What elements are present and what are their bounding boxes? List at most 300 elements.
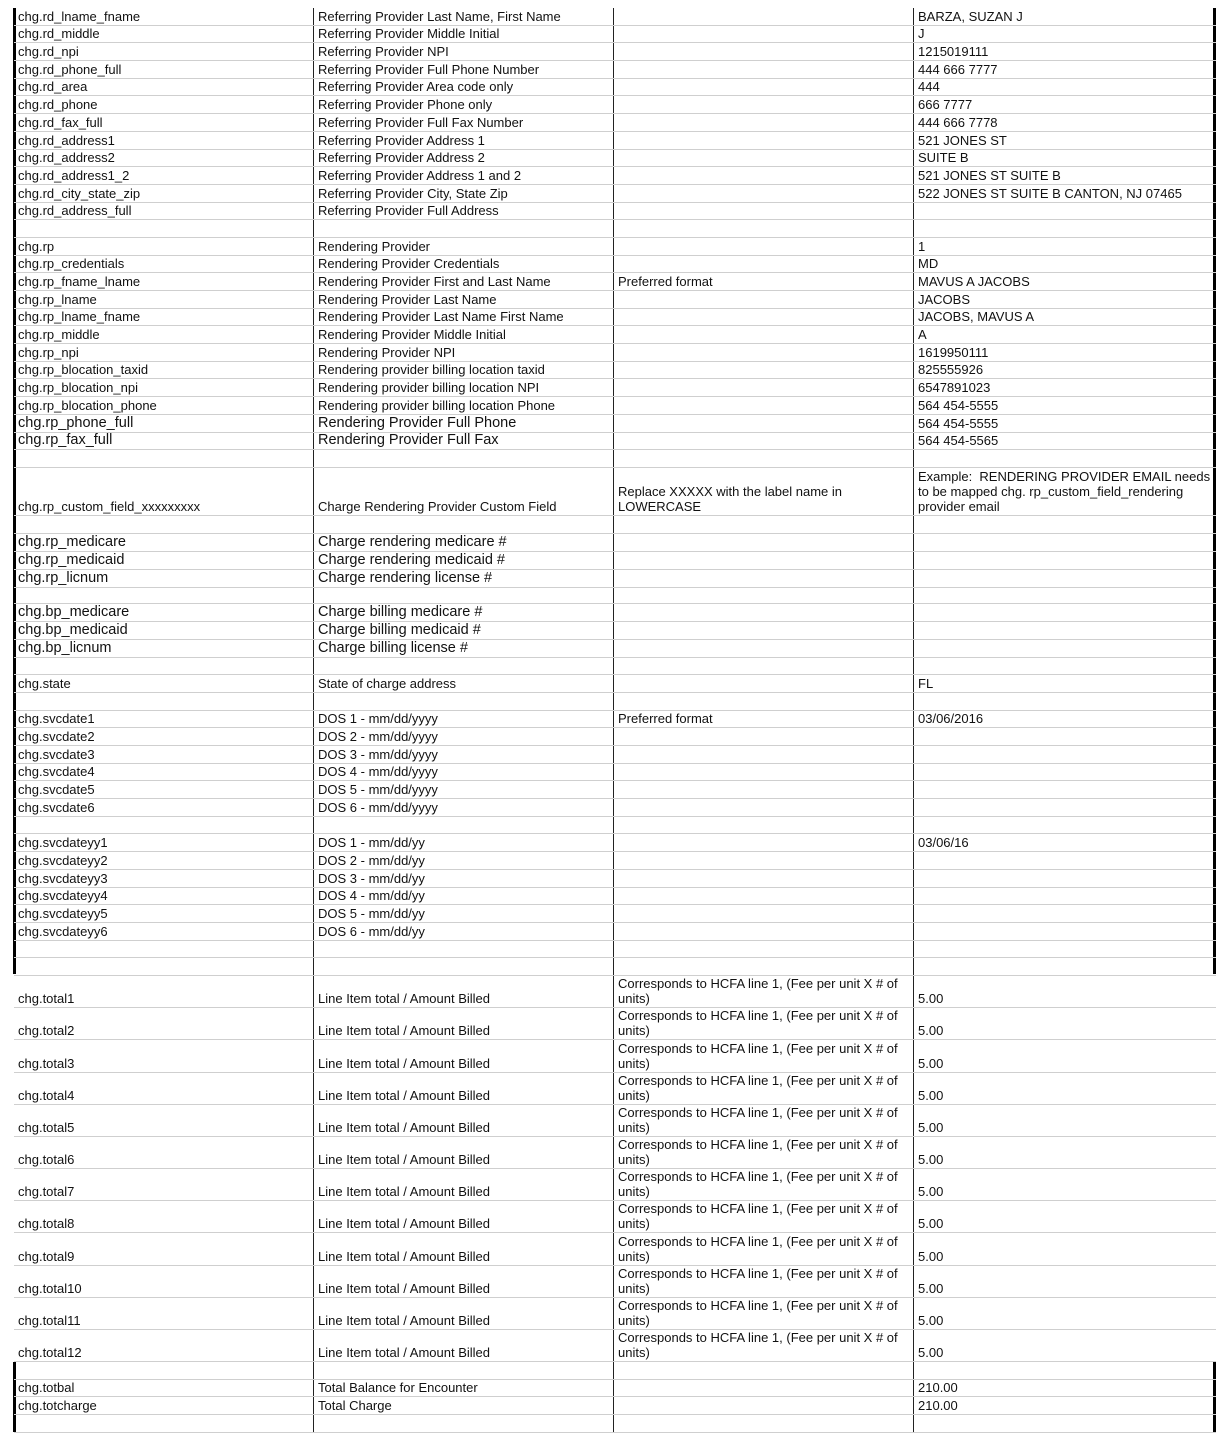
notes-cell: Corresponds to HCFA line 1, (Fee per unit X # of units) <box>614 1073 914 1104</box>
example-value-cell: 5.00 <box>918 1055 944 1071</box>
description-cell: Referring Provider Address 1 <box>314 132 614 149</box>
field-name-cell: chg.total4 <box>14 1073 314 1104</box>
description-cell <box>314 817 614 834</box>
table-row <box>14 26 1216 44</box>
description-cell: Line Item total / Amount Billed <box>314 1105 614 1136</box>
description-cell: Charge rendering medicaid # <box>314 552 614 569</box>
example-value-cell: BARZA, SUZAN J <box>918 8 1023 24</box>
example-value-cell <box>914 923 1216 940</box>
table-row <box>14 1362 1216 1380</box>
notes-cell: Corresponds to HCFA line 1, (Fee per unit X # of units) <box>614 1169 914 1200</box>
field-name-cell: chg.total6 <box>14 1137 314 1168</box>
example-value-cell <box>914 870 1216 887</box>
field-name-cell: chg.rd_address1_2 <box>14 167 314 184</box>
description-cell: Rendering provider billing location Phone <box>314 397 614 414</box>
description-cell <box>314 941 614 958</box>
table-row <box>14 588 1216 604</box>
description-cell: Line Item total / Amount Billed <box>314 1201 614 1232</box>
example-value-cell <box>914 622 1216 639</box>
notes-cell: Corresponds to HCFA line 1, (Fee per unit X # of units) <box>614 1137 914 1168</box>
description-cell: Rendering Provider Last Name First Name <box>314 309 614 326</box>
field-name-cell: chg.rp_medicare <box>14 534 314 551</box>
description-cell: DOS 1 - mm/dd/yyyy <box>314 711 614 728</box>
example-value-cell <box>914 888 1216 905</box>
example-value-cell <box>914 693 1216 710</box>
example-value-cell: 5.00 <box>918 1023 944 1039</box>
field-name-cell: chg.rd_lname_fname <box>14 8 314 25</box>
table-row <box>14 764 1216 782</box>
example-value-cell: 564 454-5555 <box>918 415 999 431</box>
description-cell: Line Item total / Amount Billed <box>314 1040 614 1071</box>
notes-cell <box>614 1362 914 1379</box>
field-name-cell <box>14 516 314 533</box>
notes-cell <box>614 326 914 343</box>
table-row <box>14 870 1216 888</box>
table-row <box>14 291 1216 309</box>
notes-cell <box>614 362 914 379</box>
example-value-cell: 5.00 <box>918 1216 944 1232</box>
example-value-cell <box>914 941 1216 958</box>
table-row <box>14 516 1216 534</box>
example-value-cell: 6547891023 <box>918 380 991 396</box>
description-cell: Line Item total / Amount Billed <box>314 1233 614 1264</box>
description-cell: Referring Provider Address 2 <box>314 150 614 167</box>
table-row <box>14 640 1216 658</box>
example-value-cell: 5.00 <box>918 1184 944 1200</box>
table-row <box>14 1073 1216 1105</box>
example-value-cell: J <box>918 26 925 42</box>
notes-cell <box>614 905 914 922</box>
field-name-cell: chg.total12 <box>14 1330 314 1361</box>
notes-cell <box>614 870 914 887</box>
example-value-cell: 5.00 <box>918 1119 944 1135</box>
field-name-cell: chg.svcdate3 <box>14 746 314 763</box>
field-name-cell: chg.rp_fname_lname <box>14 273 314 290</box>
field-name-cell: chg.total5 <box>14 1105 314 1136</box>
example-value-cell <box>914 958 1216 975</box>
table-row <box>14 1330 1216 1362</box>
table-row <box>14 817 1216 835</box>
table-row <box>14 1105 1216 1137</box>
notes-cell <box>614 1380 914 1397</box>
example-value-cell: 5.00 <box>918 1280 944 1296</box>
notes-cell <box>614 552 914 569</box>
example-value-cell <box>914 203 1216 220</box>
table-row <box>14 238 1216 256</box>
field-name-cell <box>14 220 314 237</box>
table-row <box>14 433 1216 451</box>
field-name-cell: chg.rp_phone_full <box>14 415 314 432</box>
example-value-cell: 03/06/16 <box>918 835 969 851</box>
field-name-cell: chg.rp_licnum <box>14 570 314 587</box>
field-name-cell <box>14 450 314 467</box>
notes-cell: Corresponds to HCFA line 1, (Fee per unit X # of units) <box>614 1105 914 1136</box>
notes-cell <box>614 291 914 308</box>
field-name-cell: chg.rp <box>14 238 314 255</box>
field-name-cell: chg.rd_address_full <box>14 203 314 220</box>
description-cell: Line Item total / Amount Billed <box>314 1330 614 1361</box>
example-value-cell <box>914 852 1216 869</box>
description-cell: Line Item total / Amount Billed <box>314 1266 614 1297</box>
example-value-cell: 666 7777 <box>918 97 973 113</box>
notes-cell <box>614 923 914 940</box>
description-cell: Line Item total / Amount Billed <box>314 1137 614 1168</box>
description-cell: Referring Provider Last Name, First Name <box>314 8 614 25</box>
notes-cell <box>614 114 914 131</box>
field-name-cell: chg.total3 <box>14 1040 314 1071</box>
notes-cell <box>614 309 914 326</box>
notes-cell <box>614 379 914 396</box>
field-name-cell: chg.total1 <box>14 976 314 1007</box>
table-row <box>14 552 1216 570</box>
description-cell: DOS 4 - mm/dd/yy <box>314 888 614 905</box>
notes-cell <box>614 764 914 781</box>
notes-cell <box>614 256 914 273</box>
table-row <box>14 273 1216 291</box>
table-row <box>14 534 1216 552</box>
field-name-cell: chg.rd_area <box>14 79 314 96</box>
example-value-cell: 5.00 <box>918 1313 944 1328</box>
description-cell <box>314 1415 614 1432</box>
description-cell: Referring Provider Full Address <box>314 203 614 220</box>
field-name-cell: chg.total10 <box>14 1266 314 1297</box>
field-name-cell: chg.rp_credentials <box>14 256 314 273</box>
description-cell: DOS 3 - mm/dd/yy <box>314 870 614 887</box>
description-cell: Referring Provider Address 1 and 2 <box>314 167 614 184</box>
table-row <box>14 1201 1216 1233</box>
notes-cell: Corresponds to HCFA line 1, (Fee per unit X # of units) <box>614 1008 914 1039</box>
notes-cell <box>614 658 914 675</box>
table-row <box>14 96 1216 114</box>
description-cell: Charge rendering license # <box>314 570 614 587</box>
example-value-cell: Example: RENDERING PROVIDER EMAIL needs to be mapped chg. rp_custom_field_rendering provider email <box>918 468 1214 514</box>
example-value-cell: 5.00 <box>918 1345 944 1361</box>
description-cell: Charge billing medicare # <box>314 604 614 621</box>
description-cell: DOS 3 - mm/dd/yyyy <box>314 746 614 763</box>
table-row <box>14 1233 1216 1265</box>
table-row <box>14 1380 1216 1398</box>
field-name-cell <box>14 1415 314 1432</box>
field-name-cell: chg.totbal <box>14 1380 314 1397</box>
notes-cell <box>614 433 914 450</box>
example-value-cell <box>914 817 1216 834</box>
field-name-cell: chg.total7 <box>14 1169 314 1200</box>
notes-cell <box>614 693 914 710</box>
notes-cell <box>614 238 914 255</box>
notes-cell <box>614 746 914 763</box>
field-name-cell: chg.svcdate6 <box>14 799 314 816</box>
example-value-cell: 5.00 <box>918 1248 944 1264</box>
example-value-cell <box>914 746 1216 763</box>
notes-cell <box>614 203 914 220</box>
example-value-cell <box>914 764 1216 781</box>
table-row <box>14 958 1216 976</box>
field-name-cell <box>14 658 314 675</box>
table-row <box>14 61 1216 79</box>
example-value-cell <box>914 516 1216 533</box>
notes-cell <box>614 888 914 905</box>
field-name-cell: chg.total11 <box>14 1298 314 1329</box>
description-cell: Rendering Provider <box>314 238 614 255</box>
field-name-cell: chg.total9 <box>14 1233 314 1264</box>
description-cell: Charge rendering medicare # <box>314 534 614 551</box>
notes-cell <box>614 150 914 167</box>
example-value-cell <box>914 905 1216 922</box>
example-value-cell <box>914 781 1216 798</box>
notes-cell <box>614 640 914 657</box>
notes-cell: Corresponds to HCFA line 1, (Fee per unit X # of units) <box>614 1298 914 1329</box>
description-cell: DOS 2 - mm/dd/yy <box>314 852 614 869</box>
description-cell <box>314 516 614 533</box>
table-row <box>14 79 1216 97</box>
description-cell: Referring Provider Phone only <box>314 96 614 113</box>
example-value-cell: 522 JONES ST SUITE B CANTON, NJ 07465 <box>918 185 1182 201</box>
field-name-cell: chg.rp_medicaid <box>14 552 314 569</box>
description-cell: Charge billing license # <box>314 640 614 657</box>
example-value-cell: 5.00 <box>918 991 944 1007</box>
field-name-cell: chg.svcdate5 <box>14 781 314 798</box>
notes-cell <box>614 622 914 639</box>
table-row <box>14 941 1216 959</box>
table-row <box>14 852 1216 870</box>
description-cell: Rendering Provider Full Phone <box>314 415 614 432</box>
field-name-cell: chg.rp_npi <box>14 344 314 361</box>
description-cell <box>314 1362 614 1379</box>
field-name-cell: chg.rd_npi <box>14 43 314 60</box>
field-name-cell: chg.rd_middle <box>14 26 314 43</box>
description-cell: DOS 6 - mm/dd/yy <box>314 923 614 940</box>
example-value-cell: 03/06/2016 <box>918 711 984 727</box>
notes-cell <box>614 220 914 237</box>
field-name-cell <box>14 958 314 975</box>
field-name-cell <box>14 817 314 834</box>
notes-cell <box>614 1415 914 1432</box>
notes-cell <box>614 26 914 43</box>
description-cell: Line Item total / Amount Billed <box>314 1073 614 1104</box>
description-cell <box>314 658 614 675</box>
description-cell: DOS 4 - mm/dd/yyyy <box>314 764 614 781</box>
field-name-cell: chg.rp_lname <box>14 291 314 308</box>
notes-cell: Preferred format <box>614 273 914 290</box>
example-value-cell: 564 454-5565 <box>918 433 999 449</box>
table-row <box>14 604 1216 622</box>
table-row <box>14 1008 1216 1040</box>
description-cell: Rendering Provider NPI <box>314 344 614 361</box>
description-cell: Referring Provider Area code only <box>314 79 614 96</box>
table-row <box>14 203 1216 221</box>
example-value-cell: 1215019111 <box>918 44 989 60</box>
example-value-cell <box>914 604 1216 621</box>
field-name-cell: chg.totcharge <box>14 1397 314 1414</box>
field-name-cell: chg.rp_lname_fname <box>14 309 314 326</box>
example-value-cell: 210.00 <box>918 1398 958 1414</box>
description-cell: Referring Provider Full Phone Number <box>314 61 614 78</box>
description-cell: Rendering Provider Middle Initial <box>314 326 614 343</box>
example-value-cell: MD <box>918 256 939 272</box>
description-cell <box>314 693 614 710</box>
table-row <box>14 185 1216 203</box>
example-value-cell <box>914 728 1216 745</box>
description-cell: Line Item total / Amount Billed <box>314 1298 614 1329</box>
notes-cell: Corresponds to HCFA line 1, (Fee per unit X # of units) <box>614 1266 914 1297</box>
field-name-cell: chg.svcdateyy1 <box>14 834 314 851</box>
notes-cell <box>614 79 914 96</box>
example-value-cell: JACOBS <box>918 291 971 307</box>
notes-cell <box>614 958 914 975</box>
example-value-cell <box>914 658 1216 675</box>
example-value-cell <box>914 588 1216 603</box>
notes-cell <box>614 1397 914 1414</box>
table-row <box>14 622 1216 640</box>
example-value-cell <box>914 450 1216 467</box>
description-cell: Rendering provider billing location NPI <box>314 379 614 396</box>
notes-cell <box>614 781 914 798</box>
notes-cell <box>614 415 914 432</box>
description-cell: DOS 5 - mm/dd/yy <box>314 905 614 922</box>
field-name-cell: chg.svcdateyy4 <box>14 888 314 905</box>
table-row <box>14 43 1216 61</box>
table-row <box>14 256 1216 274</box>
example-value-cell <box>914 640 1216 657</box>
table-row <box>14 1169 1216 1201</box>
example-value-cell <box>914 1415 1216 1432</box>
table-row <box>14 711 1216 729</box>
description-cell: Rendering Provider Credentials <box>314 256 614 273</box>
notes-cell <box>614 941 914 958</box>
description-cell: Rendering Provider Last Name <box>314 291 614 308</box>
example-value-cell: 5.00 <box>918 1087 944 1103</box>
description-cell <box>314 588 614 603</box>
table-row <box>14 415 1216 433</box>
field-name-cell: chg.rd_phone_full <box>14 61 314 78</box>
field-name-cell: chg.svcdateyy3 <box>14 870 314 887</box>
notes-cell <box>614 185 914 202</box>
field-name-cell: chg.rd_address2 <box>14 150 314 167</box>
field-name-cell: chg.svcdate2 <box>14 728 314 745</box>
example-value-cell: 825555926 <box>918 362 984 378</box>
table-row <box>14 693 1216 711</box>
example-value-cell <box>914 1362 1216 1379</box>
field-name-cell: chg.rp_blocation_phone <box>14 397 314 414</box>
example-value-cell: A <box>918 327 927 343</box>
table-row <box>14 675 1216 693</box>
example-value-cell: MAVUS A JACOBS <box>918 274 1030 289</box>
field-name-cell <box>14 588 314 603</box>
table-row <box>14 976 1216 1008</box>
description-cell: Charge Rendering Provider Custom Field <box>314 468 614 515</box>
field-name-cell: chg.bp_medicare <box>14 604 314 621</box>
field-name-cell: chg.svcdateyy6 <box>14 923 314 940</box>
notes-cell <box>614 834 914 851</box>
notes-cell <box>614 588 914 603</box>
table-row <box>14 326 1216 344</box>
table-row <box>14 746 1216 764</box>
example-value-cell: 1619950111 <box>918 344 989 360</box>
example-value-cell: 444 <box>918 79 940 95</box>
field-name-cell: chg.rd_fax_full <box>14 114 314 131</box>
notes-cell <box>614 8 914 25</box>
example-value-cell: 444 666 7777 <box>918 61 998 77</box>
field-name-cell: chg.rd_address1 <box>14 132 314 149</box>
example-value-cell: JACOBS, MAVUS A <box>918 309 1035 325</box>
field-name-cell: chg.total2 <box>14 1008 314 1039</box>
field-name-cell: chg.rp_fax_full <box>14 433 314 450</box>
table-row <box>14 1137 1216 1169</box>
description-cell: Rendering provider billing location taxid <box>314 362 614 379</box>
table-row <box>14 570 1216 588</box>
table-row <box>14 1040 1216 1072</box>
notes-cell <box>614 534 914 551</box>
table-row <box>14 167 1216 185</box>
description-cell: Line Item total / Amount Billed <box>314 1008 614 1039</box>
table-row <box>14 888 1216 906</box>
table-row <box>14 379 1216 397</box>
field-name-cell: chg.svcdateyy2 <box>14 852 314 869</box>
description-cell: DOS 5 - mm/dd/yyyy <box>314 781 614 798</box>
table-row <box>14 905 1216 923</box>
description-cell: Charge billing medicaid # <box>314 622 614 639</box>
notes-cell <box>614 604 914 621</box>
table-row <box>14 344 1216 362</box>
field-name-cell <box>14 941 314 958</box>
description-cell: DOS 6 - mm/dd/yyyy <box>314 799 614 816</box>
table-row <box>14 1266 1216 1298</box>
table-row <box>14 1397 1216 1415</box>
example-value-cell: 521 JONES ST SUITE B <box>918 167 1061 183</box>
description-cell: Referring Provider Middle Initial <box>314 26 614 43</box>
description-cell: Rendering Provider First and Last Name <box>314 273 614 290</box>
notes-cell <box>614 516 914 533</box>
description-cell: Line Item total / Amount Billed <box>314 1169 614 1200</box>
field-name-cell: chg.rp_custom_field_xxxxxxxxx <box>14 468 314 515</box>
notes-cell <box>614 570 914 587</box>
description-cell: Line Item total / Amount Billed <box>314 976 614 1007</box>
notes-cell <box>614 852 914 869</box>
field-name-cell: chg.bp_medicaid <box>14 622 314 639</box>
description-cell: Referring Provider NPI <box>314 43 614 60</box>
description-cell: Rendering Provider Full Fax <box>314 433 614 450</box>
field-name-cell: chg.svcdate1 <box>14 711 314 728</box>
field-name-cell: chg.rp_middle <box>14 326 314 343</box>
description-cell: Referring Provider City, State Zip <box>314 185 614 202</box>
table-row <box>14 658 1216 676</box>
notes-cell <box>614 167 914 184</box>
description-cell: Referring Provider Full Fax Number <box>314 114 614 131</box>
description-cell: DOS 1 - mm/dd/yy <box>314 834 614 851</box>
table-row <box>14 781 1216 799</box>
description-cell: Total Charge <box>314 1397 614 1414</box>
notes-cell: Corresponds to HCFA line 1, (Fee per unit X # of units) <box>614 1201 914 1232</box>
field-name-cell: chg.svcdateyy5 <box>14 905 314 922</box>
field-name-cell: chg.svcdate4 <box>14 764 314 781</box>
table-row <box>14 150 1216 168</box>
notes-cell: Corresponds to HCFA line 1, (Fee per unit X # of units) <box>614 1040 914 1071</box>
spreadsheet-table <box>14 8 1216 1433</box>
field-name-cell: chg.total8 <box>14 1201 314 1232</box>
table-row <box>14 397 1216 415</box>
notes-cell <box>614 397 914 414</box>
example-value-cell <box>914 534 1216 551</box>
notes-cell <box>614 43 914 60</box>
table-row <box>14 1415 1216 1433</box>
table-row <box>14 132 1216 150</box>
example-value-cell: SUITE B <box>918 150 969 166</box>
description-cell <box>314 450 614 467</box>
table-row <box>14 309 1216 327</box>
table-row <box>14 362 1216 380</box>
notes-cell <box>614 61 914 78</box>
description-cell: State of charge address <box>314 675 614 692</box>
